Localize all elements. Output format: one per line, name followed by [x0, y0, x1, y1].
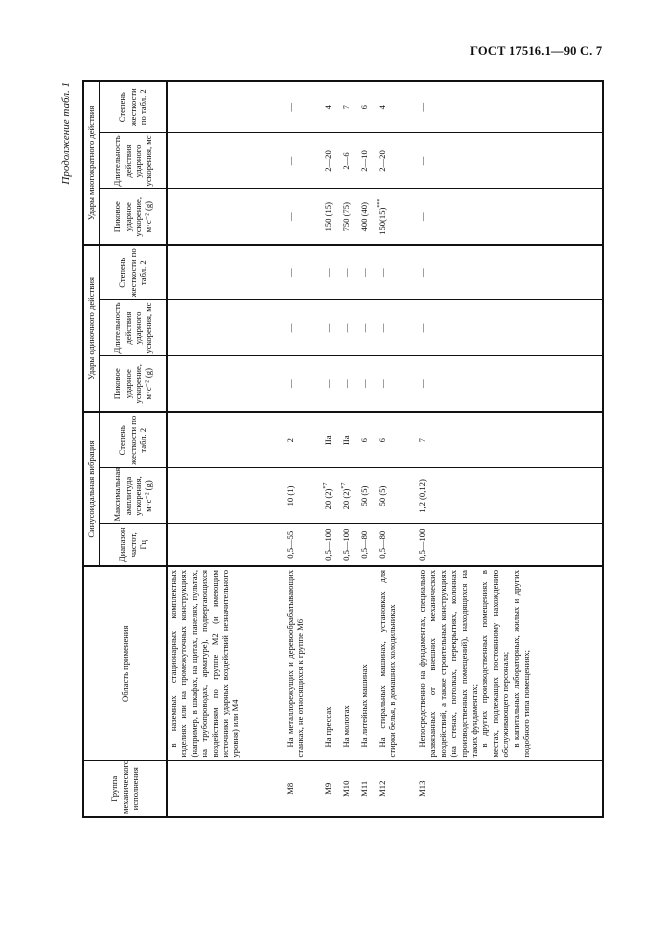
continuation-label: Продолжение табл. 1 [60, 82, 72, 185]
single-stiff-cell: — [377, 245, 417, 300]
multi-dur-cell [167, 133, 285, 189]
header-single-peak: Пиковое ударное ускорение, м·с⁻² (g) [100, 356, 168, 412]
table-row [167, 81, 285, 817]
table-row [323, 81, 341, 817]
freq-cell: 0,5—100 [417, 524, 603, 566]
header-multi-duration: Длительность действия ударного ускорения, мс [100, 133, 168, 189]
single-dur-cell: — [323, 300, 341, 356]
multi-dur-cell: 2—20 [377, 133, 417, 189]
group-cell [167, 761, 285, 817]
multi-stiff-cell: — [417, 81, 603, 133]
single-stiff-cell: — [417, 245, 603, 300]
amp-cell: 10 (1) [285, 468, 323, 524]
single-stiff-cell: — [285, 245, 323, 300]
multi-dur-cell: 2—20 [323, 133, 341, 189]
multi-peak-cell [167, 189, 285, 245]
single-peak-cell: — [377, 356, 417, 412]
multi-stiff-cell: — [285, 81, 323, 133]
table-row [417, 81, 603, 817]
header-max-amplitude: Максимальная амплитуда ускорения, м·с⁻² (g) [100, 468, 168, 524]
amp-cell: 50 (5) [377, 468, 417, 524]
single-stiff-cell: — [323, 245, 341, 300]
header-stiffness: Степень жесткости по табл. 2 [100, 412, 168, 468]
multi-stiff-cell: 6 [359, 81, 377, 133]
single-peak-cell [167, 356, 285, 412]
multi-dur-cell: — [417, 133, 603, 189]
shock-vibration-table [82, 80, 604, 818]
group-cell: М10 [341, 761, 359, 817]
header-sinusoidal: Синусоидальная вибрация [83, 412, 100, 566]
single-peak-cell: — [285, 356, 323, 412]
single-peak-cell: — [359, 356, 377, 412]
area-paragraph: в капитальных лабораторных, жилых и других подобного типа помещениях; [510, 570, 532, 758]
header-area: Область применения [83, 566, 167, 761]
single-dur-cell: — [341, 300, 359, 356]
stiff-cell: 2 [285, 412, 323, 468]
multi-stiff-cell: 7 [341, 81, 359, 133]
area-cell: На литейных машинах [359, 566, 377, 761]
stiff-cell: 6 [359, 412, 377, 468]
single-stiff-cell [167, 245, 285, 300]
multi-dur-cell: 2—10 [359, 133, 377, 189]
table-row [377, 81, 417, 817]
amp-cell: 20 $(2)^{*7}$ [341, 468, 359, 524]
page-header: ГОСТ 17516.1—90 С. 7 [470, 44, 603, 58]
amp-cell: 20 $(2)^{*7}$ [323, 468, 341, 524]
stiff-cell: 7 [417, 412, 603, 468]
freq-cell: 0,5—100 [341, 524, 359, 566]
single-dur-cell: — [359, 300, 377, 356]
stiff-cell: IIa [341, 412, 359, 468]
area-cell: На металлорежущих и деревообрабатывающих станках, не относящихся к группе М6 [285, 566, 323, 761]
table-row [359, 81, 377, 817]
area-paragraph: Непосредственно на фундаментах, специально развязанных от внешних механических воздействий, а также строительных конструкциях (на стенах, потолках, перекрытиях, колоннах производственных помещений), находящихся на таких фундаментах; [417, 570, 480, 758]
stiff-cell: IIa [323, 412, 341, 468]
area-cell: На стиральных машинах, установках для стирки белья, в домашних холодильниках [377, 566, 417, 761]
multi-peak-cell: 400 (40) [359, 189, 377, 245]
area-cell [417, 566, 603, 761]
single-dur-cell: — [377, 300, 417, 356]
header-single-stiffness: Степень жесткости по табл. 2 [100, 245, 168, 300]
header-multi-stiffness: Степень жесткости по табл. 2 [100, 81, 168, 133]
single-stiff-cell: — [359, 245, 377, 300]
multi-peak-cell: — [285, 189, 323, 245]
single-peak-cell: — [323, 356, 341, 412]
multi-dur-cell: 2—6 [341, 133, 359, 189]
freq-cell [167, 524, 285, 566]
multi-dur-cell: — [285, 133, 323, 189]
rotated-table-container [60, 82, 622, 818]
header-single-shock: Удары одиночного действия [83, 245, 100, 412]
single-peak-cell: — [341, 356, 359, 412]
group-cell: М9 [323, 761, 341, 817]
single-dur-cell [167, 300, 285, 356]
group-cell: М11 [359, 761, 377, 817]
freq-cell: 0,5—80 [359, 524, 377, 566]
single-peak-cell: — [417, 356, 603, 412]
multi-stiff-cell: 4 [323, 81, 341, 133]
single-dur-cell: — [417, 300, 603, 356]
amp-cell [167, 468, 285, 524]
area-paragraph: в других производственных помещениях в местах, подлежащих постоянному нахождению обслуживающего персонала; [479, 570, 511, 758]
area-cell: На молотах [341, 566, 359, 761]
amp-cell: 50 (5) [359, 468, 377, 524]
group-cell: М8 [285, 761, 323, 817]
multi-stiff-cell: 4 [377, 81, 417, 133]
freq-cell: 0,5—100 [323, 524, 341, 566]
freq-cell: 0,5—55 [285, 524, 323, 566]
amp-cell: 1,2 (0,12) [417, 468, 603, 524]
area-cell: На прессах [323, 566, 341, 761]
header-multi-peak: Пиковое ударное ускорение, м·с⁻² (g) [100, 189, 168, 245]
multi-peak-cell: — [417, 189, 603, 245]
stiff-cell [167, 412, 285, 468]
multi-peak-cell: 750 (75) [341, 189, 359, 245]
multi-peak-cell: 150(15)*** [377, 189, 417, 245]
header-freq-range: Диапазон частот, Гц [100, 524, 168, 566]
header-group: Группа механического исполнения [83, 761, 167, 817]
single-dur-cell: — [285, 300, 323, 356]
area-cell: в наземных стационарных комплектных изделиях или на промежуточных конструкциях (например, в шкафах, на щитах, панелях, пультах, на трубопроводах, арматуре), подвергающихся воздействиям по группе М2 (и имеющим источники ударных воздействий незначительного уровня) или М4 [167, 566, 285, 761]
header-multi-shock: Удары многократного действия [83, 81, 100, 245]
stiff-cell: 6 [377, 412, 417, 468]
single-stiff-cell: — [341, 245, 359, 300]
freq-cell: 0,5—80 [377, 524, 417, 566]
group-cell: М12 [377, 761, 417, 817]
multi-peak-cell: 150 (15) [323, 189, 341, 245]
multi-stiff-cell [167, 81, 285, 133]
group-cell: М13 [417, 761, 603, 817]
table-row [285, 81, 323, 817]
table-row [341, 81, 359, 817]
header-single-duration: Длительность действия ударного ускорения, мс [100, 300, 168, 356]
